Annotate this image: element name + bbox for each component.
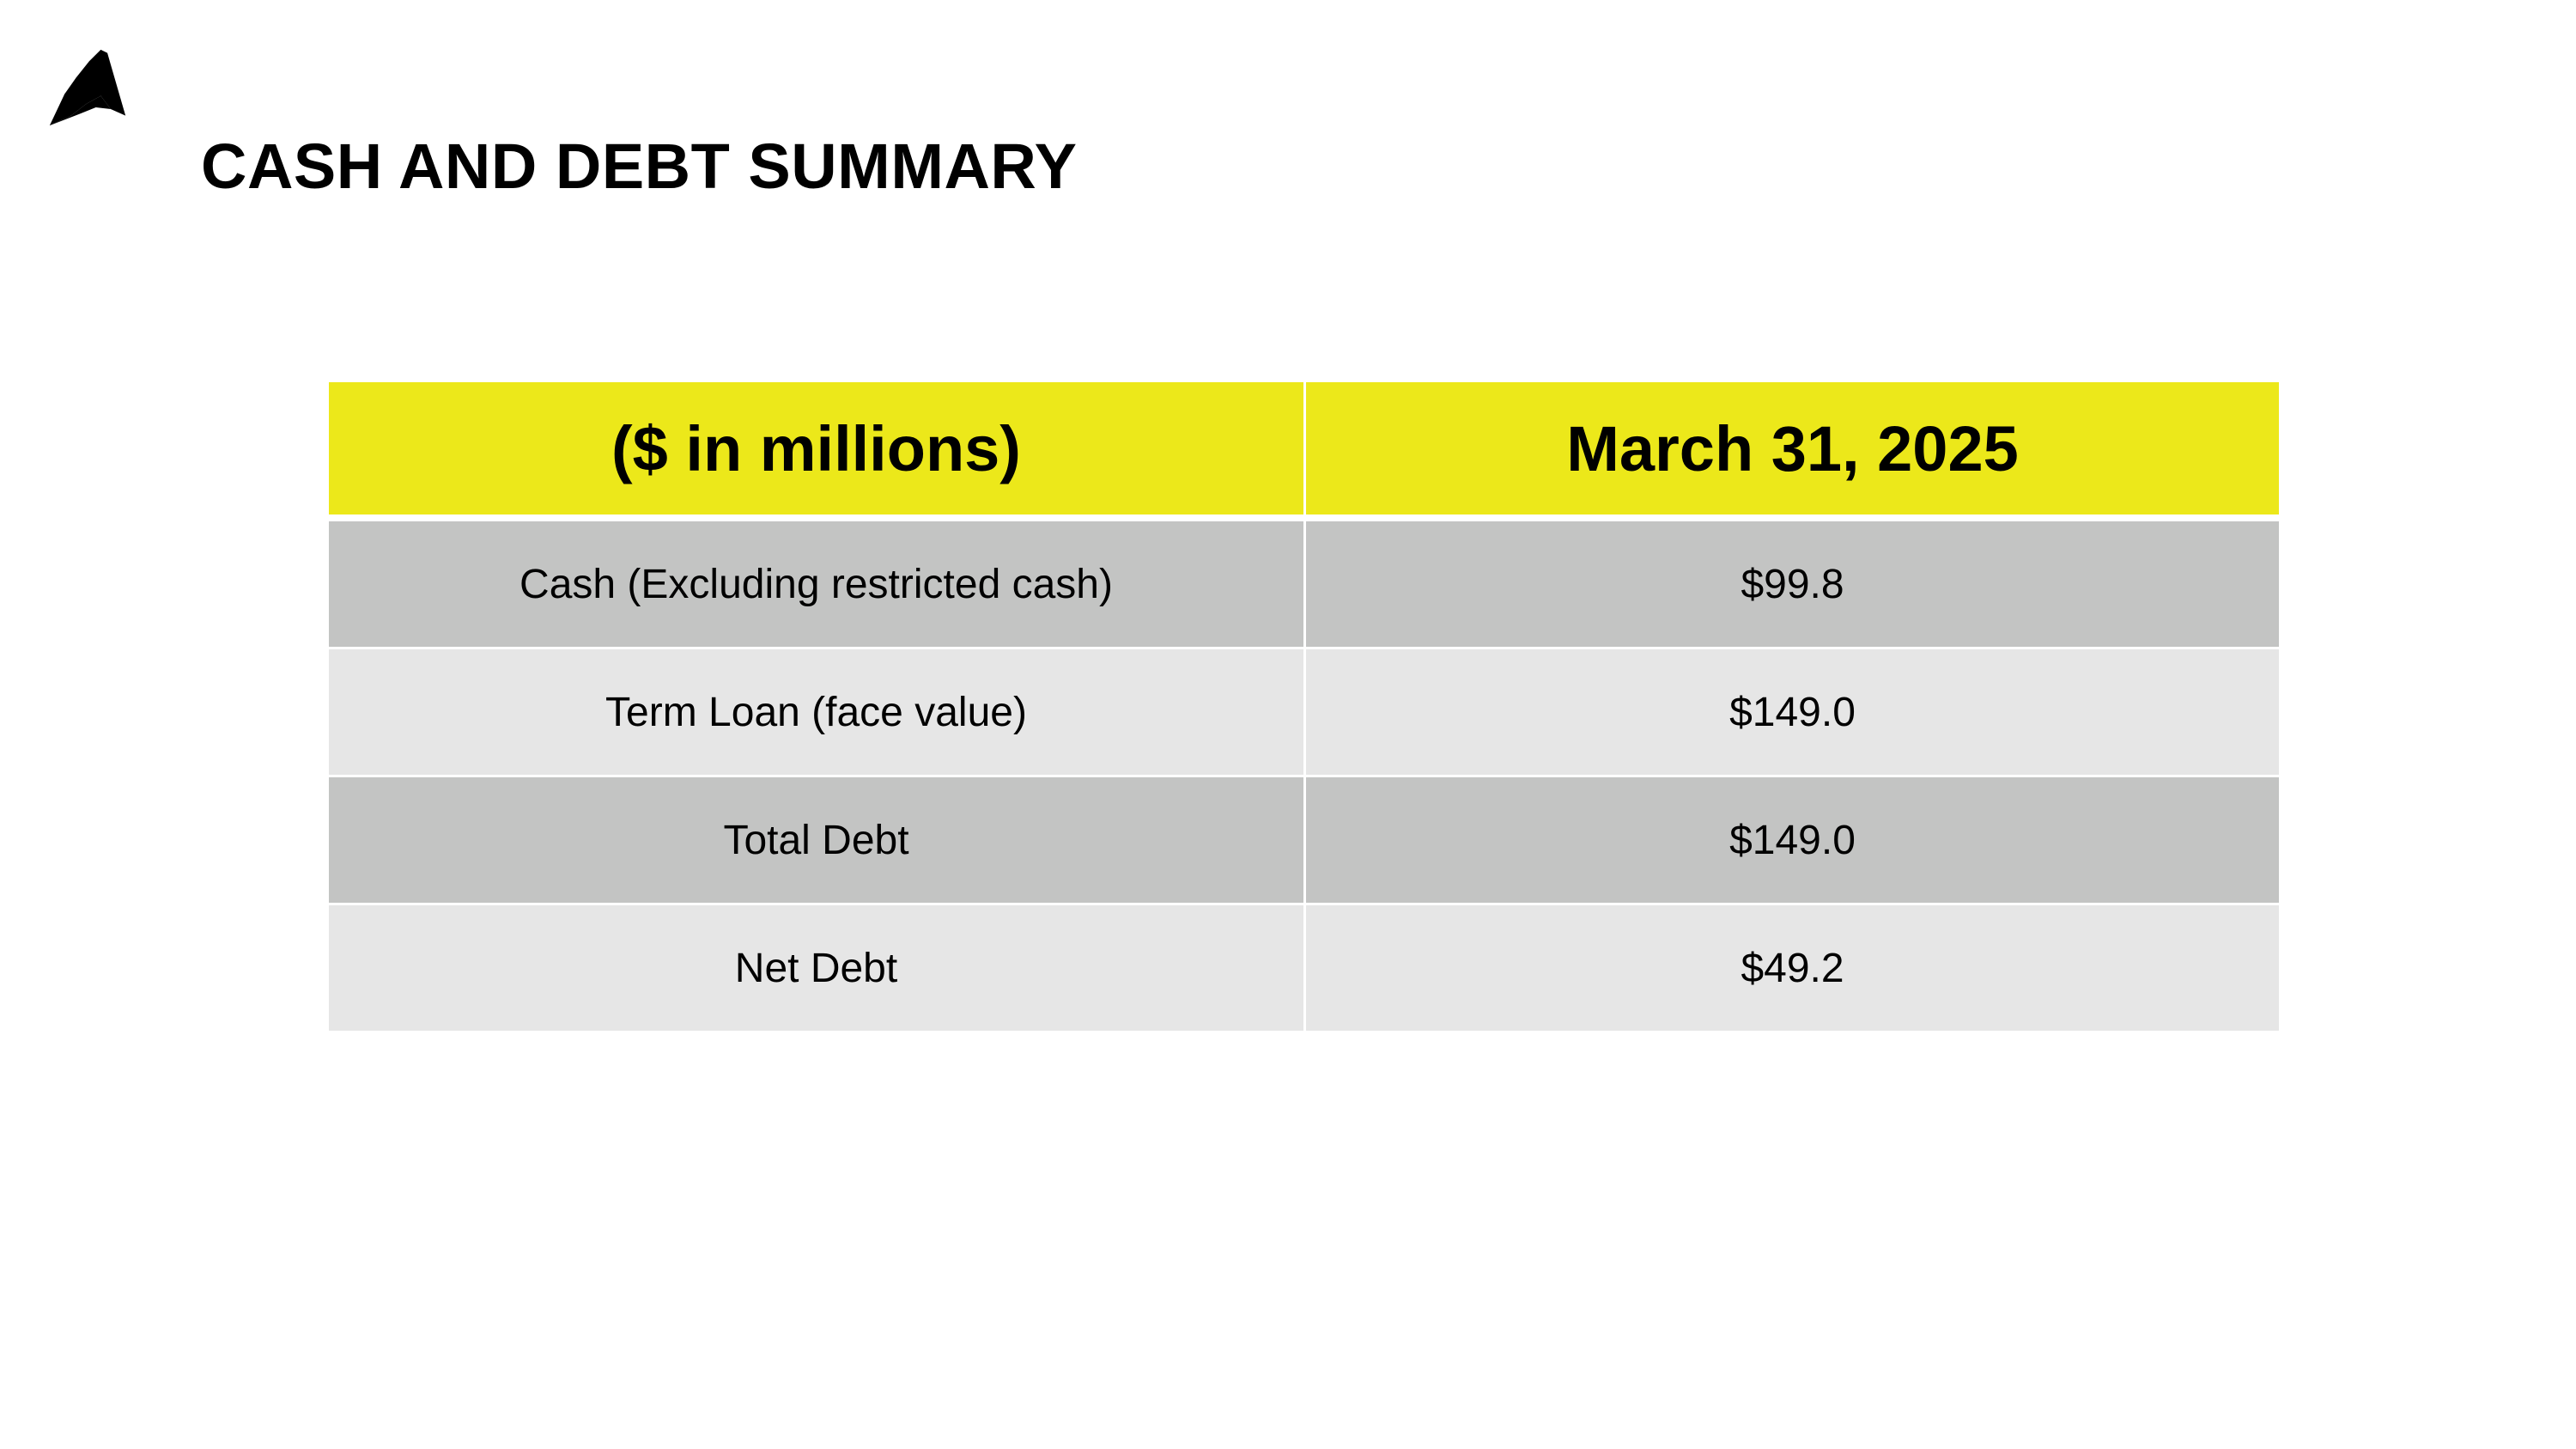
header-date: March 31, 2025 — [1305, 381, 2281, 519]
table-row — [328, 776, 2281, 904]
header-units: ($ in millions) — [328, 381, 1305, 519]
sails-logo-icon — [46, 46, 129, 129]
table-header-row — [328, 381, 2281, 519]
table-row — [328, 518, 2281, 648]
row-label: Total Debt — [328, 776, 1305, 904]
table-row — [328, 904, 2281, 1032]
cash-debt-summary-table — [326, 380, 2281, 1033]
row-label: Net Debt — [328, 904, 1305, 1032]
row-value: $99.8 — [1305, 518, 2281, 648]
row-label: Cash (Excluding restricted cash) — [328, 518, 1305, 648]
row-value: $149.0 — [1305, 648, 2281, 776]
row-label: Term Loan (face value) — [328, 648, 1305, 776]
table-row — [328, 648, 2281, 776]
row-value: $49.2 — [1305, 904, 2281, 1032]
page-title: CASH AND DEBT SUMMARY — [201, 131, 1078, 202]
row-value: $149.0 — [1305, 776, 2281, 904]
